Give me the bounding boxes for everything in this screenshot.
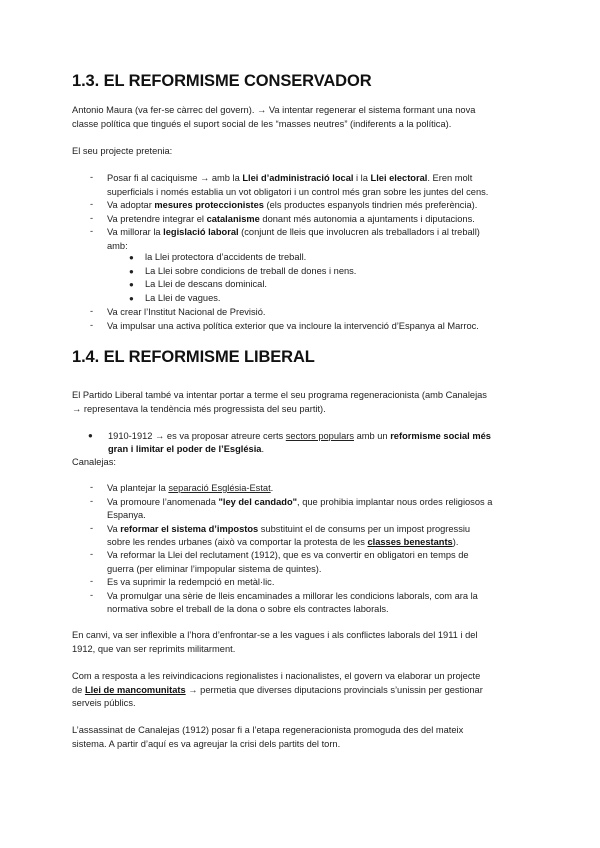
list-dash: - bbox=[90, 549, 94, 559]
para-assassinat-1: L’assassinat de Canalejas (1912) posar fi a l’etapa regeneracionista promoguda des del mateix bbox=[72, 725, 464, 735]
list-item-caciquisme-cont: superficials i només establia un vot obligatori i un control més gran sobre les juntes del cens. bbox=[107, 187, 489, 197]
bullet-icon: ● bbox=[129, 267, 134, 276]
list-item-caciquisme: Posar fi al caciquisme → amb la Llei d’administració local i la Llei electoral. Eren molt bbox=[107, 173, 473, 183]
list-dash: - bbox=[90, 590, 94, 600]
sublist-item: La Llei sobre condicions de treball de dones i nens. bbox=[145, 266, 357, 276]
list-dash: - bbox=[90, 482, 94, 492]
project-lead: El seu projecte pretenia: bbox=[72, 146, 173, 156]
sublist-item: la Llei protectora d’accidents de treball. bbox=[145, 252, 307, 262]
list-item-impostos: Va reformar el sistema d’impostos substituint el de consums per un impost progressiu bbox=[107, 524, 471, 534]
list-dash: - bbox=[90, 320, 94, 330]
list-item-reclutament-cont: guerra (per eliminar l’impopular sistema de quintes). bbox=[107, 564, 322, 574]
list-item-impostos-cont: sobre les rendes urbanes (això va comportar la protesta de les classes benestants). bbox=[107, 537, 459, 547]
list-item-candado: Va promoure l’anomenada "ley del candado", que prohibia implantar nous ordes religiosos a bbox=[107, 497, 493, 507]
list-dash: - bbox=[90, 576, 94, 586]
canalejas-label: Canalejas: bbox=[72, 457, 116, 467]
bullet-icon: ● bbox=[129, 253, 134, 262]
para-vagues-2: 1912, que van ser reprimits militarment. bbox=[72, 644, 236, 654]
intro-line-2: classe política que tingués el suport social de les “masses neutres” (indiferents a la política). bbox=[72, 119, 452, 129]
list-dash: - bbox=[90, 213, 94, 223]
para-vagues-1: En canvi, va ser inflexible a l’hora d’enfrontar-se a les vagues i als conflictes laborals del 1911 i del bbox=[72, 630, 478, 640]
list-dash: - bbox=[90, 226, 94, 236]
intro-line-1: Antonio Maura (va fer-se càrrec del govern). → Va intentar regenerar el sistema formant una nova bbox=[72, 105, 476, 115]
sublist-item: La Llei de descans dominical. bbox=[145, 279, 267, 289]
list-item-proteccionistes: Va adoptar mesures proteccionistes (els productes espanyols tindrien més preferència). bbox=[107, 200, 478, 210]
list-item-candado-cont: Espanya. bbox=[107, 510, 146, 520]
list-item-lleis-laborals: Va promulgar una sèrie de lleis encaminades a millorar les condicions laborals, com ara la bbox=[107, 591, 478, 601]
section-title-reformisme-conservador: 1.3. EL REFORMISME CONSERVADOR bbox=[72, 72, 372, 90]
bullet-icon: ● bbox=[129, 280, 134, 289]
para-mancomunitats-3: serveis públics. bbox=[72, 698, 136, 708]
list-item-legislacio: Va millorar la legislació laboral (conjunt de lleis que involucren als treballadors i al treball) bbox=[107, 227, 480, 237]
list-item-legislacio-cont: amb: bbox=[107, 241, 128, 251]
list-dash: - bbox=[90, 496, 94, 506]
section-title-reformisme-liberal: 1.4. EL REFORMISME LIBERAL bbox=[72, 348, 315, 366]
para-assassinat-2: sistema. A partir d’aquí es va agreujar la crisi dels partits del torn. bbox=[72, 739, 341, 749]
bullet-1910-1912: 1910-1912 → es va proposar atreure certs sectors populars amb un reformisme social més bbox=[108, 431, 491, 441]
list-item-lleis-laborals-cont: normativa sobre el treball de la dona o sobre els contractes laborals. bbox=[107, 604, 389, 614]
list-dash: - bbox=[90, 172, 94, 182]
list-item-catalanisme: Va pretendre integrar el catalanisme donant més autonomia a ajuntaments i diputacions. bbox=[107, 214, 475, 224]
list-item-redempcio: Es va suprimir la redempció en metàl·lic. bbox=[107, 577, 275, 587]
liberal-intro-2: → representava la tendència més progressista del seu partit). bbox=[72, 404, 326, 414]
list-dash: - bbox=[90, 199, 94, 209]
list-item-institut: Va crear l’Institut Nacional de Previsió. bbox=[107, 307, 266, 317]
sublist-item: La Llei de vagues. bbox=[145, 293, 221, 303]
list-dash: - bbox=[90, 306, 94, 316]
list-item-separacio: Va plantejar la separació Església-Estat. bbox=[107, 483, 274, 493]
bullet-icon: ● bbox=[129, 294, 134, 303]
list-dash: - bbox=[90, 523, 94, 533]
list-item-reclutament: Va reformar la Llei del reclutament (1912), que es va convertir en obligatori en temps de bbox=[107, 550, 469, 560]
list-item-marroc: Va impulsar una activa política exterior que va incloure la intervenció d’Espanya al Marroc. bbox=[107, 321, 479, 331]
bullet-icon: ● bbox=[88, 431, 93, 440]
para-mancomunitats-1: Com a resposta a les reivindicacions regionalistes i nacionalistes, el govern va elaborar un projecte bbox=[72, 671, 481, 681]
bullet-1910-1912-cont: gran i limitar el poder de l’Església. bbox=[108, 444, 265, 454]
para-mancomunitats-2: de Llei de mancomunitats → permetia que diverses diputacions provincials s’unissin per gestionar bbox=[72, 685, 483, 695]
liberal-intro-1: El Partido Liberal també va intentar portar a terme el seu programa regeneracionista (amb Canalejas bbox=[72, 390, 487, 400]
